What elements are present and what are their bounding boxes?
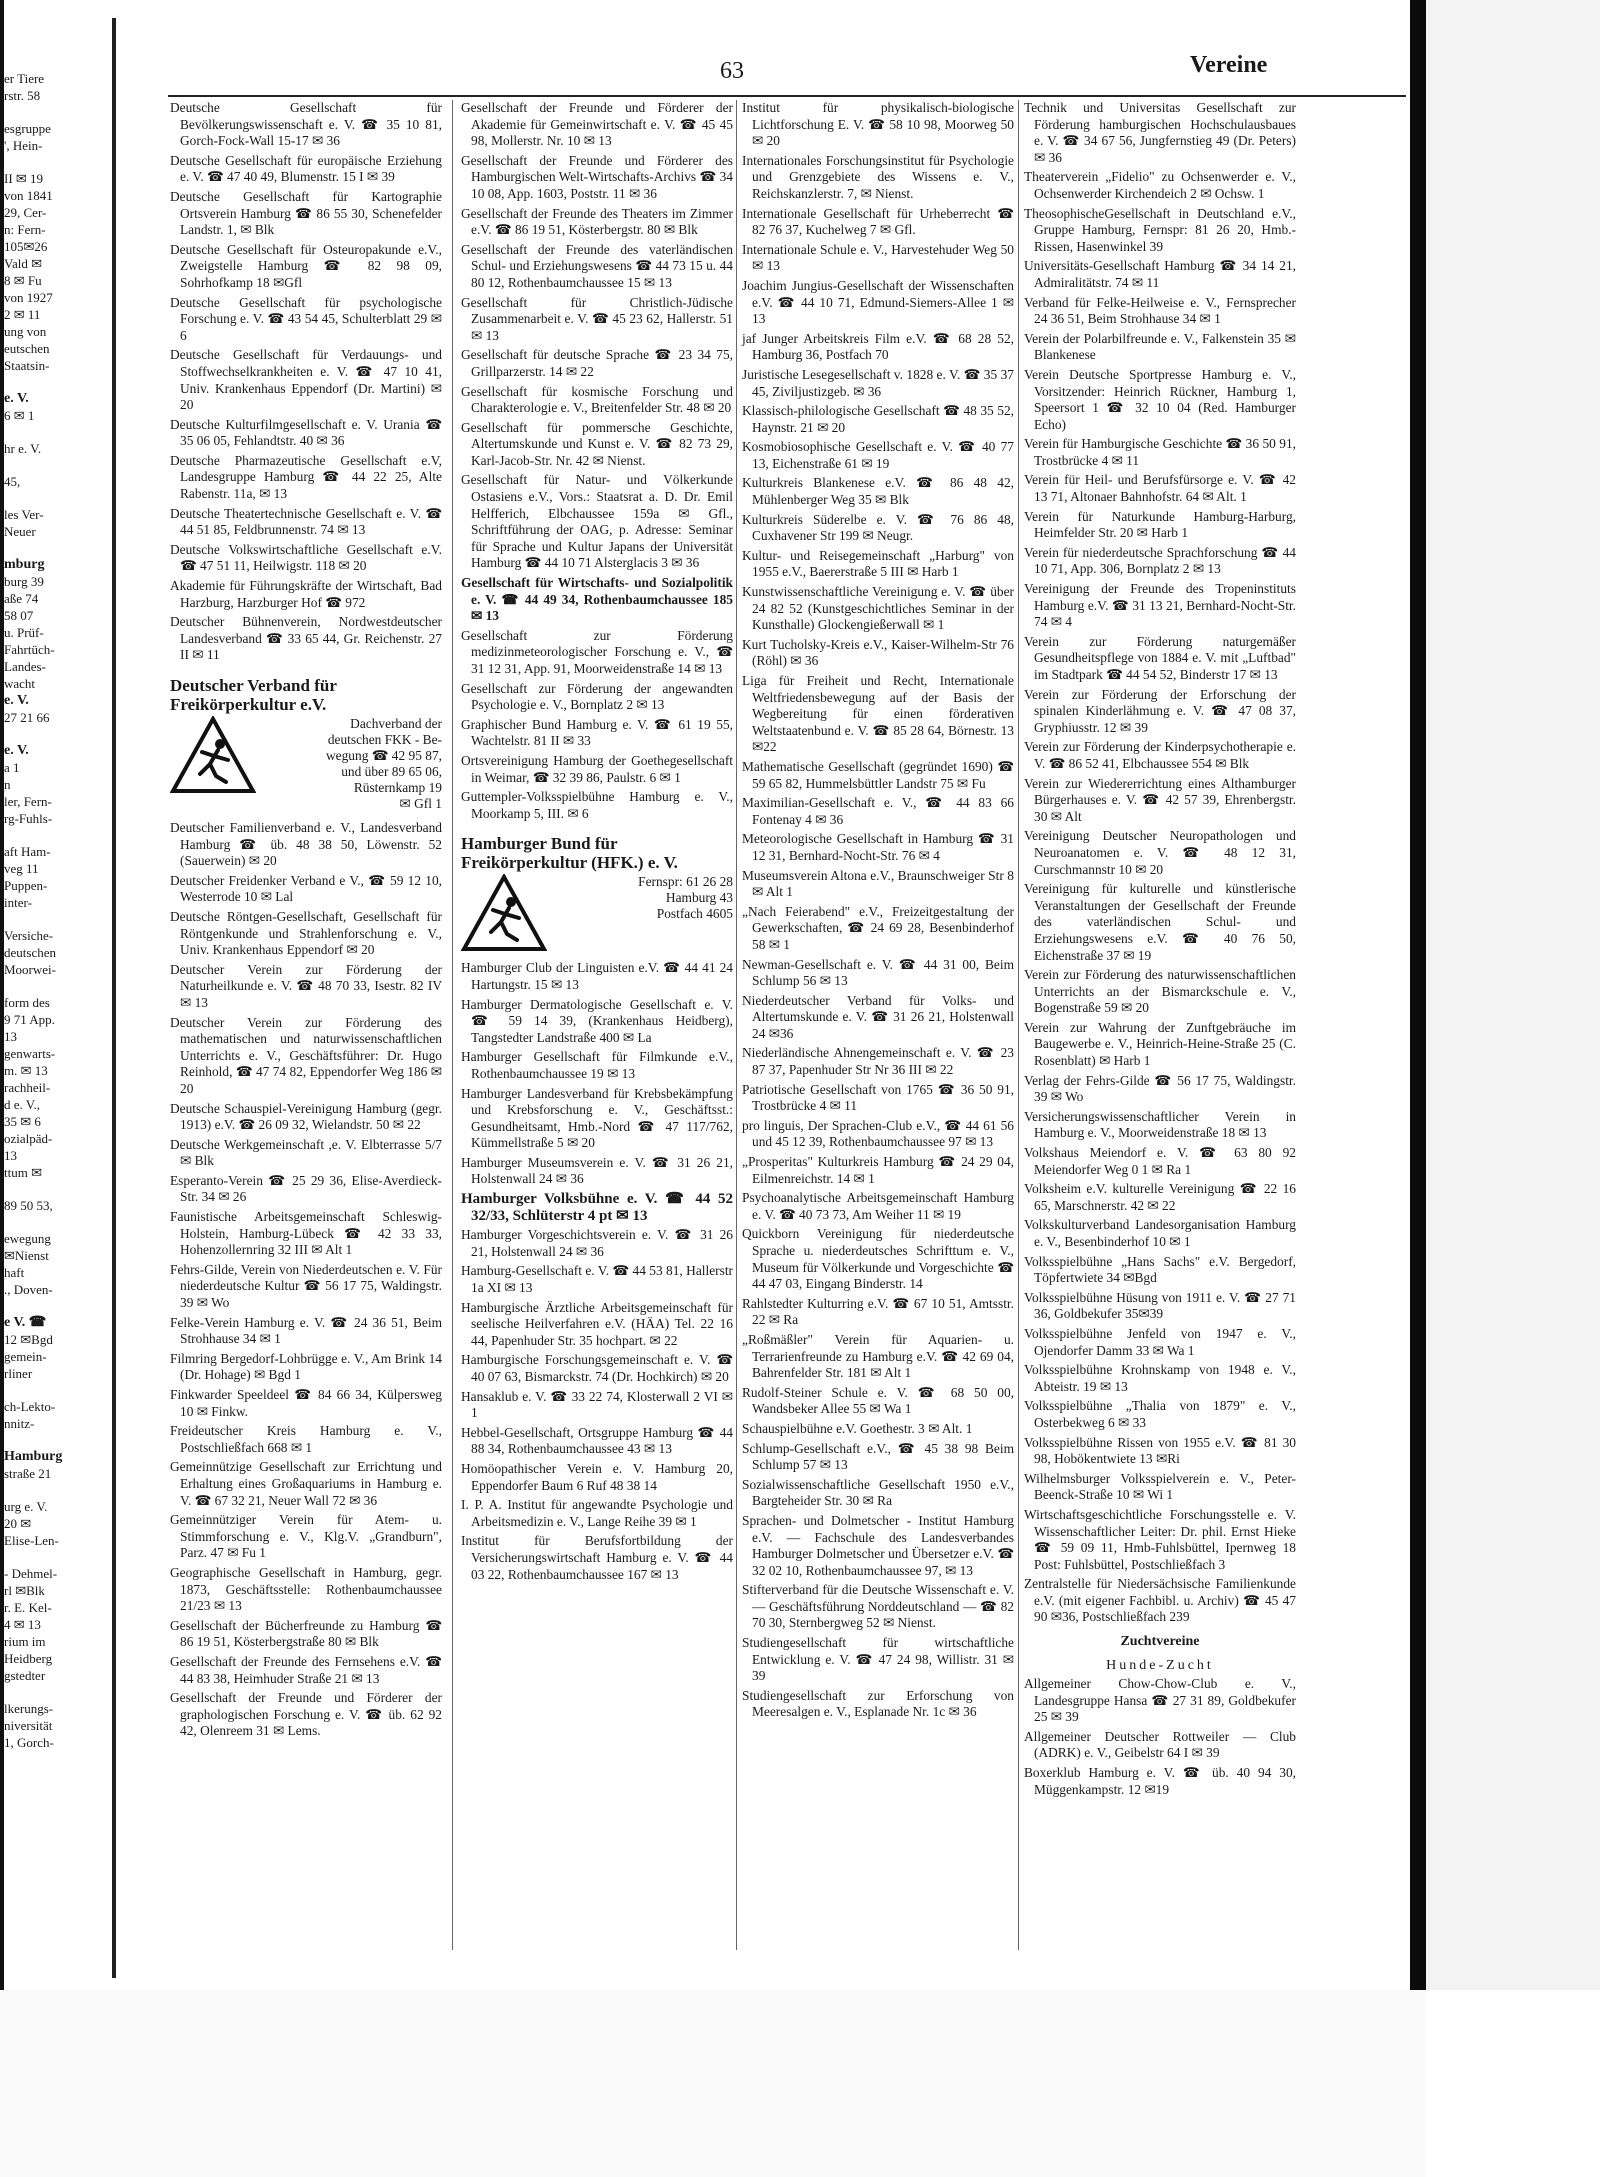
- directory-entry: Deutsche Volkswirtschaftliche Gesellschaft e.V. ☎ 47 51 11, Heilwigstr. 118 ✉ 20: [170, 541, 442, 574]
- directory-entry: Maximilian-Gesellschaft e. V., ☎ 44 83 66 Fontenay 4 ✉ 36: [742, 795, 1014, 827]
- directory-entry: Graphischer Bund Hamburg e. V. ☎ 61 19 55, Wachtelstr. 81 II ✉ 33: [461, 716, 733, 749]
- directory-entry: Newman-Gesellschaft e. V. ☎ 44 31 00, Beim Schlump 56 ✉ 13: [742, 956, 1014, 989]
- fragment-line: [4, 1549, 112, 1565]
- fragment-line: rliner: [4, 1366, 33, 1381]
- directory-entry: Deutscher Familienverband e. V., Landesverband Hamburg ☎ üb. 48 38 50, Löwenstr. 52 (Sauerwein) ✉ 20: [170, 820, 442, 869]
- fragment-line: 8 ✉ Fu: [4, 273, 42, 288]
- fragment-line: inter-: [4, 895, 32, 910]
- fragment-line: II ✉ 19: [4, 171, 44, 186]
- directory-entry: Akademie für Führungskräfte der Wirtschaft, Bad Harzburg, Harzburger Hof ☎ 972: [170, 578, 442, 610]
- fragment-line: n: Fern-: [4, 222, 46, 237]
- ad-line: Rüsternkamp 19: [353, 780, 442, 795]
- fragment-line: von 1841: [4, 188, 53, 203]
- fragment-line: Fahrtüch-: [4, 642, 55, 657]
- directory-entry: Technik und Universitas Gesellschaft zur Förderung hamburgischen Hochschulausbaues e. V. ☎ 34 67 56, Jungfernstieg 49 (Dr. Peters) ✉ 36: [1024, 100, 1296, 165]
- directory-entry: Hamburger Museumsverein e. V. ☎ 31 26 21, Holstenwall 24 ✉ 36: [461, 1154, 733, 1187]
- fragment-line: aße 74: [4, 591, 39, 606]
- fragment-line: [4, 154, 112, 170]
- fragment-line: 58 07: [4, 608, 34, 623]
- fragment-line: ewegung: [4, 1231, 51, 1246]
- directory-entry: TheosophischeGesellschaft in Deutschland e.V., Gruppe Hamburg, Fernspr: 81 26 20, Hmb.-Rissen, Hasenwinkel 39: [1024, 205, 1296, 254]
- directory-entry: Deutsche Gesellschaft für psychologische Forschung e. V. ☎ 43 54 45, Schulterblatt 29 ✉ 6: [170, 294, 442, 343]
- directory-entry: Gesellschaft für deutsche Sprache ☎ 23 34 75, Grillparzerstr. 14 ✉ 22: [461, 347, 733, 379]
- directory-entry: Schlump-Gesellschaft e.V., ☎ 45 38 98 Beim Schlump 57 ✉ 13: [742, 1440, 1014, 1473]
- directory-entry: Gesellschaft der Freunde und Förderer der graphologischen Forschung e. V. ☎ üb. 62 92 42, Olenreem 31 ✉ Lems.: [170, 1690, 442, 1739]
- directory-entry: Gesellschaft der Freunde und Förderer des Hamburgischen Welt-Wirtschafts-Archivs ☎ 34 10 08, App. 1603, Poststr. 11 ✉ 36: [461, 152, 733, 201]
- directory-entry: Gesellschaft zur Förderung der angewandten Psychologie e. V., Bornplatz 2 ✉ 13: [461, 680, 733, 713]
- scan-background: [1426, 0, 1600, 1990]
- directory-entry: Vereinigung der Freunde des Tropeninstituts Hamburg e.V. ☎ 31 13 21, Bernhard-Nocht-Str. 74 ✉ 4: [1024, 581, 1296, 630]
- fragment-line: 2 ✉ 11: [4, 307, 41, 322]
- directory-entry: Stifterverband für die Deutsche Wissenschaft e. V. — Geschäftsführung Norddeutschland — ☎ 82 70 30, Sternbergweg 52 ✉ Nienst.: [742, 1582, 1014, 1631]
- directory-entry: Klassisch-philologische Gesellschaft ☎ 48 35 52, Haynstr. 21 ✉ 20: [742, 403, 1014, 435]
- fragment-line: veg 11: [4, 861, 39, 876]
- fragment-line: esgruppe: [4, 121, 51, 136]
- directory-entry: Niederdeutscher Verband für Volks- und Altertumskunde e. V. ☎ 31 26 21, Holstenwall 24 ✉36: [742, 992, 1014, 1041]
- display-heading: Hamburger Bund für Freikörperkultur (HFK.) e. V.: [461, 834, 678, 873]
- directory-entry: Deutsche Pharmazeutische Gesellschaft e.V, Landesgruppe Hamburg ☎ 44 22 25, Alte Rabenstr. 11a, ✉ 13: [170, 452, 442, 502]
- fragment-line: r. E. Kel-: [4, 1600, 52, 1615]
- directory-entry: Gesellschaft für Natur- und Völkerkunde Ostasiens e.V., Vors.: Staatsrat a. D. Dr. Emil Helfferich, Elbchaussee 159a ✉ Gfl., Schriftführung der OAG, p. Adresse: Seminar für Sprache und Kultur Japans der Universität Hamburg ☎ 44 10 71 Alsterglacis 3 ✉ 36: [461, 472, 733, 571]
- directory-entry: Gesellschaft für kosmische Forschung und Charakterologie e. V., Breitenfelder Str. 48 ✉ 20: [461, 383, 733, 416]
- fragment-line: e. V.: [4, 391, 29, 406]
- directory-entry: Verein der Polarbilfreunde e. V., Falkenstein 35 ✉ Blankenese: [1024, 330, 1296, 363]
- directory-entry: Finkwarder Speeldeel ☎ 84 66 34, Külpersweg 10 ✉ Finkw.: [170, 1387, 442, 1419]
- directory-entry: Hamburger Volksbühne e. V. ☎ 44 52 32/33, Schlüterstr 4 pt ✉ 13: [461, 1191, 733, 1224]
- directory-entry: Theaterverein „Fidelio" zu Ochsenwerder e. V., Ochsenwerder Kirchendeich 2 ✉ Ochsw. 1: [1024, 169, 1296, 201]
- directory-entry: Kulturkreis Süderelbe e. V. ☎ 76 86 48, Cuxhavener Str 199 ✉ Neugr.: [742, 511, 1014, 544]
- directory-entry: pro linguis, Der Sprachen-Club e.V., ☎ 44 61 56 und 45 12 39, Rothenbaumchaussee 97 ✉ 13: [742, 1117, 1014, 1150]
- directory-entry: Deutscher Verein zur Förderung der Naturheilkunde e. V. ☎ 48 70 33, Isestr. 82 IV ✉ 13: [170, 961, 442, 1010]
- directory-entry: Verein zur Wahrung der Zunftgebräuche im Baugewerbe e. V., Heinrich-Heine-Straße 25 (C. Rosenblatt) ✉ Harb 1: [1024, 1019, 1296, 1069]
- directory-entry: Fehrs-Gilde, Verein von Niederdeutschen e. V. Für niederdeutsche Kultur ☎ 56 17 75, Waldingstr. 39 ✉ Wo: [170, 1261, 442, 1311]
- directory-entry: Liga für Freiheit und Recht, Internationale Weltfriedensbewegung auf der Basis der Wegbereitung für einen förderativen Weltstaatenbund e. V. ☎ 85 28 64, Börnestr. 13✉22: [742, 673, 1014, 755]
- column-separator: [1018, 100, 1019, 1950]
- fragment-line: [4, 490, 112, 506]
- directory-entry: Homöopathischer Verein e. V. Hamburg 20, Eppendorfer Baum 6 Ruf 48 38 14: [461, 1460, 733, 1493]
- directory-entry: Gesellschaft der Freunde des vaterländischen Schul- und Erziehungswesens ☎ 44 73 15 u. 44 80 12, Rothenbaumchaussee 15 ✉ 13: [461, 241, 733, 290]
- column-2: [461, 100, 733, 1586]
- fragment-line: form des: [4, 995, 50, 1010]
- fragment-line: Elise-Len-: [4, 1533, 59, 1548]
- directory-entry: Rudolf-Steiner Schule e. V. ☎ 68 50 00, Wandsbeker Allee 55 ✉ Wa 1: [742, 1384, 1014, 1417]
- directory-entry: Hamburger Dermatologische Gesellschaft e. V. ☎ 59 14 39, (Krankenhaus Heidberg), Tangstedter Landstraße 400 ✉ La: [461, 996, 733, 1045]
- fragment-line: hr e. V.: [4, 441, 42, 456]
- fkk-emblem-icon: [461, 874, 547, 952]
- directory-entry: „Prosperitas" Kulturkreis Hamburg ☎ 24 29 04, Eilmenreichstr. 14 ✉ 1: [742, 1154, 1014, 1186]
- directory-entry: Studiengesellschaft zur Erforschung von Meeresalgen e. V., Esplanade Nr. 1c ✉ 36: [742, 1687, 1014, 1720]
- fragment-line: ch-Lekto-: [4, 1399, 56, 1414]
- directory-entry: Gesellschaft der Freunde des Theaters im Zimmer e.V. ☎ 86 19 51, Kösterbergstr. 80 ✉ Blk: [461, 205, 733, 238]
- directory-entry: Volkshaus Meiendorf e. V. ☎ 63 80 92 Meiendorfer Weg 0 1 ✉ Ra 1: [1024, 1145, 1296, 1177]
- directory-entry: Verein für Naturkunde Hamburg-Harburg, Heimfelder Str. 20 ✉ Harb 1: [1024, 508, 1296, 541]
- fragment-line: gemein-: [4, 1349, 47, 1364]
- directory-entry: Deutsche Schauspiel-Vereinigung Hamburg (gegr. 1913) e.V. ☎ 26 09 32, Wielandstr. 50 ✉ 22: [170, 1100, 442, 1133]
- directory-entry: Volksspielbühne „Thalia von 1879" e. V., Osterbekweg 6 ✉ 33: [1024, 1398, 1296, 1430]
- directory-entry: Esperanto-Verein ☎ 25 29 36, Elise-Averdieck-Str. 34 ✉ 26: [170, 1172, 442, 1205]
- ad-line: und über 89 65 06,: [341, 764, 442, 779]
- directory-entry: Filmring Bergedorf-Lohbrügge e. V., Am Brink 14 (Dr. Hohage) ✉ Bgd 1: [170, 1350, 442, 1383]
- directory-entry: „Roßmäßler" Verein für Aquarien- u. Terrarienfreunde zu Hamburg e.V. ☎ 42 69 04, Bahrenfelder Str. 181 ✉ Alt 1: [742, 1331, 1014, 1381]
- directory-entry: Gesellschaft für Christlich-Jüdische Zusammenarbeit e. V. ☎ 45 23 62, Hallerstr. 51 ✉ 13: [461, 294, 733, 343]
- fragment-line: [4, 1214, 112, 1230]
- directory-entry: Freideutscher Kreis Hamburg e. V., Postschließfach 668 ✉ 1: [170, 1423, 442, 1455]
- previous-page-fragments: [4, 70, 112, 1751]
- directory-entry: Verband für Felke-Heilweise e. V., Fernsprecher 24 36 51, Beim Strohhause 34 ✉ 1: [1024, 294, 1296, 327]
- scan-right-edge: [1410, 0, 1426, 1990]
- page-number: 63: [720, 58, 744, 84]
- fragment-line: mburg: [4, 557, 45, 572]
- fragment-line: Staatsin-: [4, 358, 50, 373]
- directory-entry: Rahlstedter Kulturring e.V. ☎ 67 10 51, Amtsstr. 22 ✉ Ra: [742, 1295, 1014, 1328]
- directory-entry: Gemeinnützige Gesellschaft zur Errichtung und Erhaltung eines Großaquariums in Hamburg e. V. ☎ 67 32 21, Neuer Wall 72 ✉ 36: [170, 1459, 442, 1508]
- fragment-line: n: [4, 777, 11, 792]
- fragment-line: u. Prüf-: [4, 625, 44, 640]
- directory-entry: Kulturkreis Blankenese e.V. ☎ 86 48 42, Mühlenberger Weg 35 ✉ Blk: [742, 475, 1014, 508]
- directory-entry: Deutscher Verein zur Förderung des mathematischen und naturwissenschaftlichen Unterrichts e. V., Geschäftsführer: Dr. Hugo Reinhold, ☎ 47 74 82, Eppendorfer Weg 186 ✉ 20: [170, 1014, 442, 1096]
- ad-line: Hamburg 43: [665, 890, 733, 906]
- directory-entry: Verein für Heil- und Berufsfürsorge e. V. ☎ 42 13 71, Altonaer Bahnhofstr. 64 ✉ Alt. 1: [1024, 472, 1296, 505]
- directory-entry: Gesellschaft zur Förderung medizinmeteorologischer Forschung e. V., ☎ 31 12 31, App. 91, Moorweidenstraße 14 ✉ 13: [461, 627, 733, 676]
- directory-entry: Patriotische Gesellschaft von 1765 ☎ 36 50 91, Trostbrücke 4 ✉ 11: [742, 1081, 1014, 1114]
- ad-lines: [262, 716, 442, 812]
- directory-entry: Gesellschaft der Freunde des Fernsehens e.V. ☎ 44 83 38, Heimhuder Straße 21 ✉ 13: [170, 1653, 442, 1686]
- fragment-line: gstedter: [4, 1668, 46, 1683]
- fragment-line: [4, 1684, 112, 1700]
- fragment-line: 9 71 App.: [4, 1012, 55, 1027]
- directory-entry: Deutsche Gesellschaft für Bevölkerungswissenschaft e. V. ☎ 35 10 81, Gorch-Fock-Wall 15-17 ✉ 36: [170, 100, 442, 149]
- fragment-line: ler, Fern-: [4, 794, 52, 809]
- directory-entry: Juristische Lesegesellschaft v. 1828 e. V. ☎ 35 37 45, Ziviljustizgeb. ✉ 36: [742, 366, 1014, 399]
- fragment-line: ttum ✉: [4, 1165, 42, 1180]
- ad-line: Postfach 4605: [656, 906, 733, 922]
- directory-entry: Volksspielbühne Hüsung von 1911 e. V. ☎ 27 71 36, Goldbekufer 35✉39: [1024, 1289, 1296, 1322]
- directory-entry: Hansaklub e. V. ☎ 33 22 74, Klosterwall 2 VI ✉ 1: [461, 1388, 733, 1421]
- directory-entry: Zentralstelle für Niedersächsische Familienkunde e.V. (mit eigener Fachbibl. u. Archiv) ☎ 45 47 90 ✉36, Postschließfach 239: [1024, 1576, 1296, 1625]
- fragment-line: rl ✉Blk: [4, 1583, 45, 1598]
- ad-line: deutschen FKK - Be-: [327, 732, 442, 747]
- directory-entry: jaf Junger Arbeitskreis Film e.V. ☎ 68 28 52, Hamburg 36, Postfach 70: [742, 330, 1014, 363]
- fragment-line: haft: [4, 1265, 25, 1280]
- directory-entry: Mathematische Gesellschaft (gegründet 1690) ☎ 59 65 82, Hummelsbüttler Landstr 75 ✉ Fu: [742, 758, 1014, 791]
- directory-entry: Hebbel-Gesellschaft, Ortsgruppe Hamburg ☎ 44 88 34, Rothenbaumchaussee 43 ✉ 13: [461, 1424, 733, 1457]
- fragment-line: ', Hein-: [4, 138, 43, 153]
- directory-entry: Verein zur Förderung naturgemäßer Gesundheitspflege von 1884 e. V. mit „Luftbad" im Stadtpark ☎ 44 54 52, Binderstr 17 ✉ 13: [1024, 633, 1296, 682]
- fragment-line: 12 ✉Bgd: [4, 1332, 53, 1347]
- page-gutter: [112, 18, 116, 1978]
- fragment-line: [4, 1181, 112, 1197]
- directory-entry: Gesellschaft der Bücherfreunde zu Hamburg ☎ 86 19 51, Kösterbergstraße 80 ✉ Blk: [170, 1617, 442, 1650]
- fragment-line: 1, Gorch-: [4, 1735, 54, 1750]
- fragment-line: 4 ✉ 13: [4, 1617, 41, 1632]
- fragment-line: aft Ham-: [4, 844, 51, 859]
- fragment-line: e. V.: [4, 743, 29, 758]
- fragment-line: rstr. 58: [4, 88, 41, 103]
- fragment-line: niversität: [4, 1718, 53, 1733]
- directory-entry: Allgemeiner Deutscher Rottweiler — Club (ADRK) e. V., Geibelstr 64 I ✉ 39: [1024, 1728, 1296, 1761]
- column-separator: [736, 100, 737, 1950]
- directory-entry: I. P. A. Institut für angewandte Psychologie und Arbeitsmedizin e. V., Lange Reihe 39 ✉ 1: [461, 1497, 733, 1529]
- fragment-line: [4, 457, 112, 473]
- directory-entry: Verein zur Förderung des naturwissenschaftlichen Unterrichts an der Bismarckschule e. V., Bogenstraße 59 ✉ 20: [1024, 967, 1296, 1016]
- directory-entry: Gemeinnütziger Verein für Atem- u. Stimmforschung e. V., Klg.V. „Grandburn", Parz. 47 ✉ Fu 1: [170, 1512, 442, 1561]
- fragment-line: d e. V.,: [4, 1097, 40, 1112]
- column-3: [742, 100, 1014, 1724]
- directory-entry: Kultur- und Reisegemeinschaft „Harburg" von 1955 e.V., Baererstraße 5 III ✉ Harb 1: [742, 547, 1014, 580]
- fragment-line: burg 39: [4, 574, 44, 589]
- directory-entry: Deutsche Theatertechnische Gesellschaft e. V. ☎ 44 51 85, Feldbrunnenstr. 74 ✉ 13: [170, 505, 442, 538]
- fragment-line: [4, 1298, 112, 1314]
- directory-entry: Niederländische Ahnengemeinschaft e. V. ☎ 23 87 37, Papenhuder Str Nr 36 III ✉ 22: [742, 1045, 1014, 1078]
- directory-entry: Hamburger Vorgeschichtsverein e. V. ☎ 31 26 21, Holstenwall 24 ✉ 36: [461, 1227, 733, 1259]
- fragment-line: [4, 424, 112, 440]
- fragment-line: - Dehmel-: [4, 1566, 58, 1581]
- fragment-line: 13: [4, 1029, 17, 1044]
- fragment-line: [4, 911, 112, 927]
- fragment-line: Neuer: [4, 524, 36, 539]
- directory-entry: Deutsche Gesellschaft für Verdauungs- und Stoffwechselkrankheiten e. V. ☎ 47 10 41, Univ. Krankenhaus Eppendorf (Dr. Martini) ✉ 20: [170, 347, 442, 413]
- directory-entry: Wirtschaftsgeschichtliche Forschungsstelle e. V. Wissenschaftlicher Leiter: Dr. phil. Ernst Hieke ☎ 59 09 11, Hmb-Fuhlsbüttel, Ipernweg 18 Post: Fuhlsbüttel, Postschließfach 3: [1024, 1506, 1296, 1572]
- directory-entry: Psychoanalytische Arbeitsgemeinschaft Hamburg e. V. ☎ 40 73 73, Am Weiher 11 ✉ 19: [742, 1190, 1014, 1222]
- directory-entry: Volksspielbühne „Hans Sachs" e.V. Bergedorf, Töpfertwiete 34 ✉Bgd: [1024, 1253, 1296, 1286]
- fragment-line: ung von: [4, 324, 47, 339]
- fragment-line: urg e. V.: [4, 1499, 48, 1514]
- fragment-line: eutschen: [4, 341, 50, 356]
- fragment-line: [4, 104, 112, 120]
- directory-entry: Schauspielbühne e.V. Goethestr. 3 ✉ Alt. 1: [742, 1420, 973, 1436]
- directory-entry: Volksspielbühne Krohnskamp von 1948 e. V., Abteistr. 19 ✉ 13: [1024, 1362, 1296, 1394]
- fragment-line: [4, 978, 112, 994]
- directory-entry: Verein zur Förderung der Erforschung der spinalen Kinderlähmung e. V. ☎ 47 08 37, Gryphiusstr. 12 ✉ 39: [1024, 686, 1296, 735]
- directory-entry: Hamburg-Gesellschaft e. V. ☎ 44 53 81, Hallerstr 1a XI ✉ 13: [461, 1263, 733, 1296]
- directory-entry: Verein zur Förderung der Kinderpsychotherapie e. V. ☎ 86 52 41, Elbchaussee 554 ✉ Blk: [1024, 739, 1296, 771]
- directory-entry: Kosmobiosophische Gesellschaft e. V. ☎ 40 77 13, Eichenstraße 61 ✉ 19: [742, 439, 1014, 471]
- fragment-line: Heidberg: [4, 1651, 53, 1666]
- column-4: [1024, 100, 1296, 1801]
- directory-entry: Vereinigung Deutscher Neuropathologen und Neuroanatomen e. V. ☎ 48 12 31, Curschmannstr 10 ✉ 20: [1024, 828, 1296, 877]
- fragment-line: [4, 726, 112, 742]
- directory-entry: Universitäts-Gesellschaft Hamburg ☎ 34 14 21, Admiralitätstr. 74 ✉ 11: [1024, 258, 1296, 290]
- fragment-line: [4, 1382, 112, 1398]
- directory-entry: Vereinigung für kulturelle und künstlerische Veranstaltungen der Gesellschaft der Freunde des vaterländischen Schul- und Erziehungswesens e.V. ☎ 40 76 50, Eichenstraße 37 ✉ 19: [1024, 881, 1296, 963]
- directory-entry: Ortsvereinigung Hamburg der Goethegesellschaft in Weimar, ☎ 32 39 86, Paulstr. 6 ✉ 1: [461, 752, 733, 785]
- directory-entry: Institut für physikalisch-biologische Lichtforschung E. V. ☎ 58 10 98, Moorweg 50 ✉ 20: [742, 100, 1014, 149]
- fragment-line: genwarts-: [4, 1046, 56, 1061]
- directory-entry: Museumsverein Altona e.V., Braunschweiger Str 8 ✉ Alt 1: [742, 867, 1014, 900]
- directory-entry: Volkskulturverband Landesorganisation Hamburg e. V., Besenbinderhof 10 ✉ 1: [1024, 1217, 1296, 1249]
- fragment-line: [4, 827, 112, 843]
- running-head: Vereine: [1190, 52, 1268, 78]
- fragment-line: a 1: [4, 760, 20, 775]
- fragment-line: e V. ☎: [4, 1315, 47, 1330]
- fragment-line: 20 ✉: [4, 1516, 32, 1531]
- directory-entry: Deutsche Kulturfilmgesellschaft e. V. Urania ☎ 35 06 05, Fehlandtstr. 40 ✉ 36: [170, 416, 442, 449]
- scan-bottom: [0, 1990, 1426, 2177]
- header-rule: [168, 95, 1406, 97]
- directory-entry: Sprachen- und Dolmetscher - Institut Hamburg e.V. — Fachschule des Landesverbandes Hamburger Dolmetscher und Übersetzer e.V. ☎ 32 02 10, Rothenbaumchaussee 97, ✉ 13: [742, 1512, 1014, 1578]
- fragment-line: 13: [4, 1148, 17, 1163]
- fragment-line: Hamburg: [4, 1449, 63, 1464]
- directory-entry: Wilhelmsburger Volksspielverein e. V., Peter-Beenck-Straße 10 ✉ Wi 1: [1024, 1470, 1296, 1503]
- ad-line: Fernspr: 61 26 28: [638, 874, 733, 890]
- directory-entry: Deutsche Gesellschaft für Osteuropakunde e.V., Zweigstelle Hamburg ☎ 82 98 09, Sohrhofkamp 18 ✉Gfl: [170, 241, 442, 290]
- column-separator: [452, 100, 453, 1950]
- fragment-line: 29, Cer-: [4, 205, 47, 220]
- directory-entry: Internationale Gesellschaft für Urheberrecht ☎ 82 76 37, Kuchelweg 7 ✉ Gfl.: [742, 205, 1014, 238]
- fragment-line: ✉Nienst: [4, 1248, 49, 1263]
- fragment-line: 105✉26: [4, 239, 48, 254]
- directory-entry: Deutsche Werkgemeinschaft ,e. V. Elbterrasse 5/7 ✉ Blk: [170, 1136, 442, 1169]
- fragment-line: rg-Fuhls-: [4, 811, 53, 826]
- fragment-line: Versiche-: [4, 928, 54, 943]
- fragment-line: deutschen: [4, 945, 56, 960]
- directory-entry: Gesellschaft für pommersche Geschichte, Altertumskunde und Kunst e. V. ☎ 82 73 29, Karl-Jacob-Str. Nr. 42 ✉ Nienst.: [461, 419, 733, 468]
- ad-line: wegung ☎ 42 95 87,: [326, 748, 442, 763]
- directory-entry: Hamburgische Forschungsgemeinschaft e. V. ☎ 40 07 63, Bismarckstr. 74 (Dr. Hochkirch) ✉ 20: [461, 1352, 733, 1384]
- directory-entry: Hamburger Gesellschaft für Filmkunde e.V., Rothenbaumchaussee 19 ✉ 13: [461, 1049, 733, 1081]
- directory-entry: Studiengesellschaft für wirtschaftliche Entwicklung e. V. ☎ 47 24 98, Willistr. 31 ✉ 39: [742, 1635, 1014, 1684]
- directory-entry: „Nach Feierabend" e.V., Freizeitgestaltung der Gewerkschaften, ☎ 24 69 28, Besenbinderhof 58 ✉ 1: [742, 903, 1014, 952]
- fragment-line: rachheil-: [4, 1080, 51, 1095]
- directory-entry: Versicherungswissenschaftlicher Verein in Hamburg e. V., Moorweidenstraße 18 ✉ 13: [1024, 1108, 1296, 1141]
- fragment-line: ozialpäd-: [4, 1131, 53, 1146]
- fragment-line: [4, 1482, 112, 1498]
- fragment-line: les Ver-: [4, 507, 44, 522]
- directory-entry: Deutsche Gesellschaft für Kartographie Ortsverein Hamburg ☎ 86 55 30, Schenefelder Landstr. 1, ✉ Blk: [170, 188, 442, 238]
- directory-entry: Verein Deutsche Sportpresse Hamburg e. V., Vorsitzender: Heinrich Rückner, Hamburg 1, Speersort 1 ☎ 32 10 04 (Red. Hamburger Echo): [1024, 366, 1296, 432]
- fragment-line: 45,: [4, 474, 21, 489]
- fragment-line: 89 50 53,: [4, 1198, 53, 1213]
- section-heading: Hunde-Zucht: [1106, 1658, 1214, 1674]
- fragment-line: [4, 540, 112, 556]
- directory-entry: Hamburger Landesverband für Krebsbekämpfung und Krebsforschung e. V., Geschäftsst.: Gesundheitsamt, Hmb.-Nord ☎ 47 117/762, Kümmellstraße 5 ✉ 20: [461, 1085, 733, 1151]
- directory-entry: Volksheim e.V. kulturelle Vereinigung ☎ 22 16 65, Marschnerstr. 42 ✉ 22: [1024, 1181, 1296, 1213]
- directory-entry: Verein für niederdeutsche Sprachforschung ☎ 44 10 71, App. 306, Bornplatz 2 ✉ 13: [1024, 544, 1296, 577]
- directory-entry: Boxerklub Hamburg e. V. ☎ üb. 40 94 30, Müggenkampstr. 12 ✉19: [1024, 1765, 1296, 1797]
- section-heading: Zuchtvereine: [1120, 1634, 1200, 1650]
- directory-entry: Verlag der Fehrs-Gilde ☎ 56 17 75, Waldingstr. 39 ✉ Wo: [1024, 1072, 1296, 1105]
- directory-entry: Deutsche Röntgen-Gesellschaft, Gesellschaft für Röntgenkunde und Strahlenforschung e. V., Univ. Krankenhaus Eppendorf ✉ 20: [170, 908, 442, 958]
- ad-line: ✉ Gfl 1: [399, 796, 442, 811]
- directory-entry: Internationales Forschungsinstitut für Psychologie und Grenzgebiete des Wissens e. V., Reichskanzlerstr. 7, ✉ Nienst.: [742, 152, 1014, 201]
- fragment-line: ., Doven-: [4, 1282, 53, 1297]
- fragment-line: [4, 1432, 112, 1448]
- directory-entry: Joachim Jungius-Gesellschaft der Wissenschaften e.V. ☎ 44 10 71, Edmund-Siemers-Allee 1 ✉ 13: [742, 277, 1014, 327]
- fragment-line: 35 ✉ 6: [4, 1114, 41, 1129]
- fragment-line: 27 21 66: [4, 710, 50, 725]
- directory-entry: Meteorologische Gesellschaft in Hamburg ☎ 31 12 31, Bernhard-Nocht-Str. 76 ✉ 4: [742, 831, 1014, 863]
- display-advertisement: [461, 874, 733, 952]
- directory-entry: Volksspielbühne Rissen von 1955 e.V. ☎ 81 30 98, Hobökentwiete 13 ✉Ri: [1024, 1434, 1296, 1467]
- ad-line: Dachverband der: [350, 716, 442, 731]
- display-advertisement: [170, 716, 442, 812]
- fragment-line: wacht: [4, 676, 36, 691]
- directory-entry: Hamburger Club der Linguisten e.V. ☎ 44 41 24 Hartungstr. 15 ✉ 13: [461, 960, 733, 992]
- fragment-line: [4, 374, 112, 390]
- directory-entry: Internationale Schule e. V., Harvestehuder Weg 50 ✉ 13: [742, 241, 1014, 274]
- directory-entry: Geographische Gesellschaft in Hamburg, gegr. 1873, Geschäftsstelle: Rothenbaumchaussee 21/23 ✉ 13: [170, 1564, 442, 1614]
- directory-entry: Hamburgische Ärztliche Arbeitsgemeinschaft für seelische Heilverfahren e.V. (HÄA) Tel. 22 16 44, Papenhuder Str. 35 hochpart. ✉ 22: [461, 1299, 733, 1348]
- directory-entry: Gesellschaft für Wirtschafts- und Sozialpolitik e. V. ☎ 44 49 34, Rothenbaumchaussee 185 ✉ 13: [461, 575, 733, 624]
- directory-entry: Kunstwissenschaftliche Vereinigung e. V. ☎ über 24 82 52 (Kunstgeschichtliches Seminar in der Kunsthalle) Glockengießerwall ✉ 1: [742, 584, 1014, 633]
- directory-entry: Institut für Berufsfortbildung der Versicherungswirtschaft Hamburg e. V. ☎ 44 03 22, Rothenbaumchaussee 167 ✉ 13: [461, 1533, 733, 1582]
- directory-entry: Faunistische Arbeitsgemeinschaft Schleswig-Holstein, Hamburg-Lübeck ☎ 42 33 33, Hohenzollernring 32 III ✉ Alt 1: [170, 1209, 442, 1258]
- directory-entry: Gesellschaft der Freunde und Förderer der Akademie für Gemeinwirtschaft e. V. ☎ 45 45 98, Mollerstr. Nr. 10 ✉ 13: [461, 100, 733, 149]
- directory-entry: Deutsche Gesellschaft für europäische Erziehung e. V. ☎ 47 40 49, Blumenstr. 15 I ✉ 39: [170, 152, 442, 185]
- directory-entry: Volksspielbühne Jenfeld von 1947 e. V., Ojendorfer Damm 33 ✉ Wa 1: [1024, 1325, 1296, 1358]
- directory-entry: Sozialwissenschaftliche Gesellschaft 1950 e.V., Bargteheider Str. 30 ✉ Ra: [742, 1476, 1014, 1509]
- fragment-line: 6 ✉ 1: [4, 408, 35, 423]
- directory-entry: Deutscher Bühnenverein, Nordwestdeutscher Landesverband ☎ 33 65 44, Gr. Reichenstr. 27 II ✉ 11: [170, 614, 442, 663]
- directory-entry: Verein zur Wiedererrichtung eines Althamburger Bürgerhauses e. V. ☎ 42 57 39, Ehrenbergstr. 30 ✉ Alt: [1024, 775, 1296, 824]
- directory-entry: Verein für Hamburgische Geschichte ☎ 36 50 91, Trostbrücke 4 ✉ 11: [1024, 436, 1296, 468]
- fragment-line: er Tiere: [4, 71, 45, 86]
- fkk-emblem-icon: [170, 716, 256, 794]
- fragment-line: rium im: [4, 1634, 46, 1649]
- fragment-line: m. ✉ 13: [4, 1063, 48, 1078]
- fragment-line: e. V.: [4, 693, 29, 708]
- fragment-line: lkerungs-: [4, 1701, 54, 1716]
- fragment-line: Vald ✉: [4, 256, 42, 271]
- directory-entry: Guttempler-Volksspielbühne Hamburg e. V., Moorkamp 5, III. ✉ 6: [461, 789, 733, 821]
- directory-entry: Deutscher Freidenker Verband e V., ☎ 59 12 10, Westerrode 10 ✉ Lal: [170, 872, 442, 905]
- display-heading: Deutscher Verband für Freikörperkultur e.V.: [170, 676, 337, 714]
- fragment-line: straße 21: [4, 1466, 52, 1481]
- directory-entry: Quickborn Vereinigung für niederdeutsche Sprache u. niederdeutsches Schrifttum e. V., Museum für Völkerkunde und Vorgeschichte ☎ 44 47 03, Eingang Binderstr. 14: [742, 1226, 1014, 1292]
- ad-lines: [553, 874, 733, 952]
- directory-entry: Allgemeiner Chow-Chow-Club e. V., Landesgruppe Hansa ☎ 27 31 89, Goldbekufer 25 ✉ 39: [1024, 1676, 1296, 1725]
- directory-entry: Felke-Verein Hamburg e. V. ☎ 24 36 51, Beim Strohhause 34 ✉ 1: [170, 1314, 442, 1347]
- fragment-line: Landes-: [4, 659, 46, 674]
- fragment-line: von 1927: [4, 290, 53, 305]
- fragment-line: Puppen-: [4, 878, 48, 893]
- directory-entry: Kurt Tucholsky-Kreis e.V., Kaiser-Wilhelm-Str 76 (Röhl) ✉ 36: [742, 636, 1014, 669]
- fragment-line: Moorwei-: [4, 962, 56, 977]
- fragment-line: nnitz-: [4, 1416, 35, 1431]
- column-1: [170, 100, 442, 1743]
